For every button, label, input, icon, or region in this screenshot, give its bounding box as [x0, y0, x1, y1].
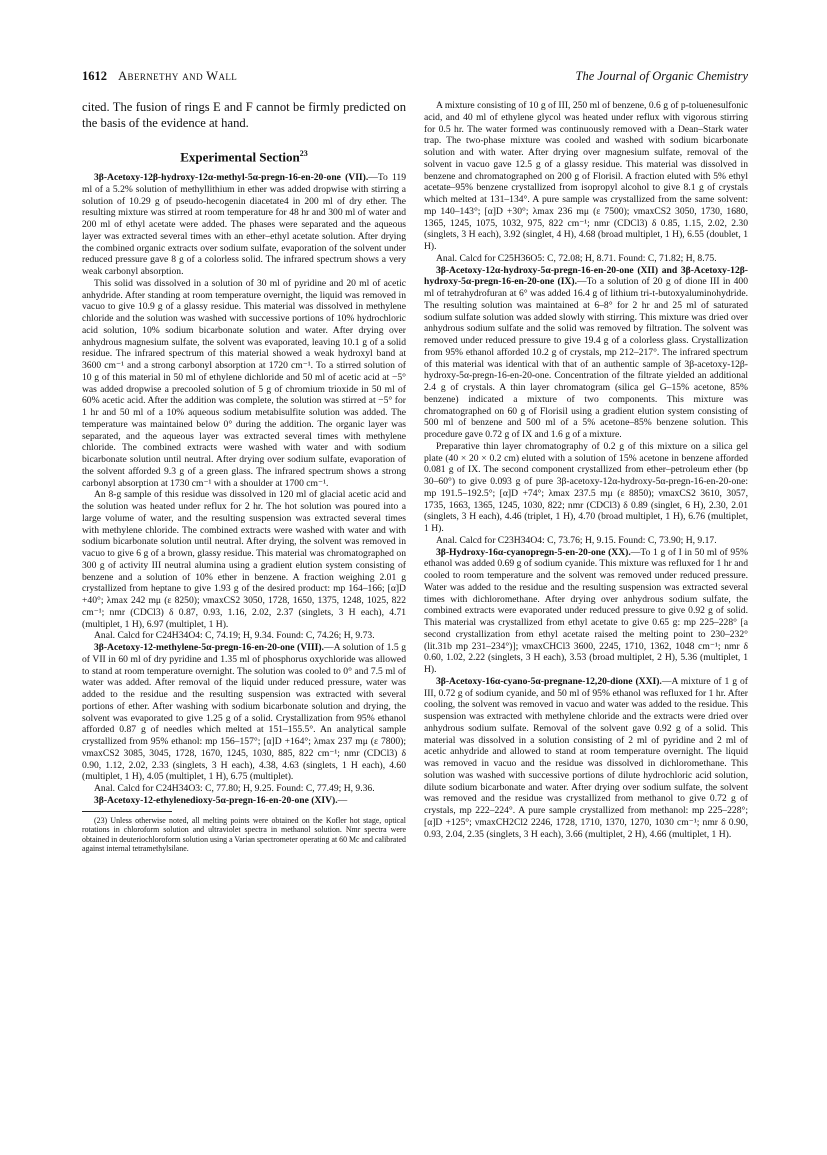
paragraph-body: —To 119 ml of a 5.2% solution of methyllithium in ether was added dropwise with stirring a solution of 10.29 g of pseudo-hecogenin diacetate4 in 200 ml of dry ether. The resulting mixture was stirred at room temperature for 48 hr and 300 ml of water and 200 ml of ethyl acetate were added. The phases were separated and the aqueous layer was extracted several times with an ether–ethyl acetate solution. After drying the combined organic extracts over sodium sulfate, evaporation of the solvent under reduced pressure gave 8 g of a colorless solid. The infrared spectrum shows a very weak carbonyl absorption.: [82, 172, 406, 278]
compound-heading: 3β-Acetoxy-12β-hydroxy-12α-methyl-5α-pregn-16-en-20-one (VII).: [94, 172, 369, 184]
paragraph-body: —To 1 g of I in 50 ml of 95% ethanol was added 0.69 g of sodium cyanide. This mixture was refluxed for 1 hr and cooled to room temperature and the solvent was removed under reduced pressure. Water was added to the residue and the resulting suspension was extracted several times with dichloromethane. After drying over anhydrous sodium sulfate, the combined extracts were evaporated under reduced pressure to give 0.92 g of solid. This material was crystallized from ethyl acetate to give 0.65 g: mp 225–228° [a second crystallization from ethyl acetate raised the melting point to 230–232° (lit.31b mp 231–234°)]; νmaxCHCl3 3600, 2245, 1710, 1362, 1048 cm⁻¹; nmr δ 0.60, 1.02, 2.22 (singlets, 3 H each), 3.53 (broad multiplet, 2 H), 5.36 (multiplet, 1 H).: [424, 546, 749, 675]
analysis-line: Anal. Calcd for C25H36O5: C, 72.08; H, 8.71. Found: C, 71.82; H, 8.75.: [436, 252, 717, 264]
analysis-line: Anal. Calcd for C24H34O3: C, 77.80; H, 9.25. Found: C, 77.49; H, 9.36.: [94, 783, 375, 795]
right-column: [424, 100, 748, 840]
running-header: [82, 69, 748, 85]
compound-heading: 3β-Hydroxy-16α-cyanopregn-5-en-20-one (XX).: [436, 546, 631, 558]
left-column: [82, 100, 406, 854]
paragraph: [424, 676, 748, 841]
section-title: Experimental Section: [180, 149, 300, 165]
paragraph: A mixture consisting of 10 g of III, 250 ml of benzene, 0.6 g of p-toluenesulfonic acid, and 40 ml of ethylene glycol was heated under reflux with vigorous stirring for 0.5 hr. The water formed was continuously removed with a Dean–Stark water trap. The two-phase mixture was cooled and washed with sodium bicarbonate solution and with water. After drying over magnesium sulfate, removal of the solvent in vacuo gave 12.5 g of a glassy residue. This material was dissolved in benzene and chromatographed on 200 g of Florisil. A fraction eluted with 5% ethyl acetate–95% benzene crystallized from isopropyl alcohol to give 8.1 g of crystals which melted at 131–134°. A pure sample was crystallized from the same solvent: mp 140–143°; [α]D +30°; λmax 236 mμ (ε 7500); νmaxCS2 3050, 1730, 1680, 1365, 1245, 1075, 1032, 975, 822 cm⁻¹; nmr (CDCl3) δ 0.85, 1.15, 2.02, 2.30 (singlets, 3 H each), 3.92 (singlet, 4 H), 4.68 (broad multiplet, 1 H), 6.55 (doublet, 1 H).: [424, 100, 748, 252]
continued-text: cited. The fusion of rings E and F cannot be firmly predicted on the basis of the evidence at hand.: [82, 100, 406, 130]
paragraph-body: —To a solution of 20 g of dione III in 400 ml of tetrahydrofuran at 6° was added 16.4 g of lithium tri-t-butoxyaluminohydride. The resulting solution was maintained at 6–8° for 2 hr and 25 ml of saturated sodium sulfate solution was added slowly with stirring. This mixture was dried over anhydrous sodium sulfate and the solid was removed by filtration. The solvent was removed under reduced pressure to give 19.4 g of a colorless glass. Crystallization from 95% ethanol afforded 10.2 g of crystals, mp 212–217°. The infrared spectrum of this material was identical with that of an authentic sample of 3β-acetoxy-12β-hydroxy-5α-pregn-16-en-20-one. Concentration of the filtrate yielded an additional 2.4 g of crystals. A thin layer chromatogram (silica gel G–15% acetone, 85% benzene) indicated a mixture of two components. This mixture was chromatographed on 60 g of Florisil using a gradient elution system consisting of 500 ml of benzene and 500 ml of a 5% acetone–85% benzene solution. This procedure gave 0.72 g of IX and 1.6 g of a mixture.: [424, 276, 748, 440]
paragraph: [82, 172, 406, 278]
journal-name: The Journal of Organic Chemistry: [575, 69, 748, 83]
paragraph: [424, 265, 748, 441]
paragraph: Preparative thin layer chromatography of 0.2 g of this mixture on a silica gel plate (40 × 20 × 0.2 cm) eluted with a solution of 15% acetone in benzene afforded 0.081 g of IX. The second component crystallized from ether–petroleum ether (bp 30–60°) to give 0.093 g of pure 3β-acetoxy-12α-hydroxy-5α-pregn-16-en-20-one: mp 191.5–192.5°; [α]D +74°; λmax 237.5 mμ (ε 8850); νmaxCS2 3610, 3057, 1735, 1663, 1365, 1245, 1030, 822; nmr (CDCl3) δ 0.89 (singlet, 6 H), 2.30, 2.01 (singlets, 3 H each), 4.46 (triplet, 1 H), 4.70 (broad multiplet, 1 H), 6.76 (multiplet, 1 H).: [424, 440, 748, 534]
compound-heading: 3β-Acetoxy-12-ethylenedioxy-5α-pregn-16-en-20-one (XIV).: [94, 794, 338, 806]
analysis-line: Anal. Calcd for C23H34O4: C, 73.76; H, 9.15. Found: C, 73.90; H, 9.17.: [436, 534, 717, 546]
paragraph-body: —A solution of 1.5 g of VII in 60 ml of dry pyridine and 1.35 ml of phosphorus oxychloride was allowed to stand at room temperature overnight. The solution was cooled to 0° and 7.5 ml of water was added. After removal of the liquid under reduced pressure, water was added to the residue and the resulting suspension was extracted with several portions of ether. After washing with sodium bicarbonate solution and drying, the solvent was evaporated to give 1.25 g of a solid. Crystallization from 95% ethanol afforded 0.87 g of needles which melted at 151–155.5°. An analytical sample crystallized from 95% ethanol: mp 156–157°; [α]D +164°; λmax 237 mμ (ε 7800); νmaxCS2 3085, 3045, 1728, 1670, 1245, 1030, 885, 822 cm⁻¹; nmr (CDCl3) δ 0.90, 1.12, 2.02, 2.33 (singlets, 3 H each), 4.38, 4.63 (singlets, 1 H each), 4.60 (multiplet, 1 H), 4.05 (multiplet, 1 H), 6.75 (multiplet).: [82, 642, 406, 783]
page-number: 1612: [82, 69, 107, 83]
paragraph: This solid was dissolved in a solution of 30 ml of pyridine and 20 ml of acetic anhydride. After standing at room temperature overnight, the liquid was removed in vacuo to give 10.9 g of a glassy residue. This material was dissolved in methylene chloride and the solution was washed with successive portions of 10% hydrochloric acid solution, 10% sodium bicarbonate solution and water. After drying over anhydrous magnesium sulfate, the solvent was evaporated, leaving 10.1 g of a solid residue. The infrared spectrum of this material showed a weak hydroxyl band at 3600 cm⁻¹ and a strong carbonyl absorption at 1720 cm⁻¹. To a stirred solution of 10 g of this material in 50 ml of ethylene dichloride and 50 ml of acetic acid at −5° was added dropwise a precooled solution of 5 g of chromium trioxide in 50 ml of 60% acetic acid. After the addition was complete, the solution was stirred at −5° for 1 hr and 50 ml of a 10% aqueous sodium metabisulfite solution was added. The temperature was maintained below 0° during the addition. The organic layer was separated, and the aqueous layer was extracted several times with methylene chloride. The combined extracts were washed with water and with sodium bicarbonate solution until neutral. After drying over sodium sulfate, evaporation of the solvent afforded 9.3 g of a green glass. The infrared spectrum shows a strong carbonyl absorption at 1730 cm⁻¹ with a shoulder at 1700 cm⁻¹.: [82, 277, 406, 489]
paragraph: [424, 547, 748, 676]
footnote-divider: [82, 811, 172, 812]
section-footnote-ref: 23: [299, 149, 308, 158]
running-authors: Abernethy and Wall: [118, 69, 238, 83]
analysis-line: Anal. Calcd for C24H34O4: C, 74.19; H, 9.34. Found: C, 74.26; H, 9.73.: [94, 630, 375, 642]
header-left: [82, 69, 237, 84]
paragraph: [82, 795, 406, 807]
compound-heading: 3β-Acetoxy-12α-hydroxy-5α-pregn-16-en-20-one (XII) and 3β-Acetoxy-12β-hydroxy-5α-pregn-16-en-20-one (IX).: [424, 264, 748, 288]
paragraph-body: —: [337, 794, 348, 806]
section-heading: [82, 148, 406, 163]
compound-heading: 3β-Acetoxy-16α-cyano-5α-pregnane-12,20-dione (XXI).: [436, 675, 662, 687]
compound-heading: 3β-Acetoxy-12-methylene-5α-pregn-16-en-20-one (VIII).: [94, 642, 324, 654]
paragraph: An 8-g sample of this residue was dissolved in 120 ml of glacial acetic acid and the solution was heated under reflux for 2 hr. The hot solution was poured into a large volume of water, and the resulting suspension was extracted several times with methylene chloride. The combined extracts were washed with water and with sodium bicarbonate solution until neutral. After drying, the solvent was removed in vacuo to give 6 g of a brown, glassy residue. This material was chromatographed on 300 g of activity III neutral alumina using a gradient elution system consisting of benzene and a solution of 10% ether in benzene. A fraction weighing 2.01 g crystallized from heptane to give 1.93 g of the desired product: mp 164–166; [α]D +40°; λmax 242 mμ (ε 8250); νmaxCS2 3050, 1728, 1650, 1375, 1248, 1025, 822 cm⁻¹; nmr (CDCl3) δ 0.87, 0.93, 1.16, 2.02, 2.37 (singlets, 3 H each), 4.71 (multiplet, 1 H), 6.97 (multiplet, 1 H).: [82, 489, 406, 630]
footnote: (23) Unless otherwise noted, all melting points were obtained on the Kofler hot stage, optical rotations in chloroform solution and ultraviolet spectra in methanol solution. Nmr spectra were obtained in deuteriochloroform solution using a Varian spectrometer operating at 60 Mc and calibrated against internal tetramethylsilane.: [82, 815, 406, 854]
paragraph: [82, 642, 406, 783]
paragraph-body: —A mixture of 1 g of III, 0.72 g of sodium cyanide, and 50 ml of 95% ethanol was refluxed for 1 hr. After cooling, the solvent was removed in vacuo and water was added to the residue. This suspension was extracted with methylene chloride and the extracts were dried over anhydrous sodium sulfate. Removal of the solvent gave 0.92 g of a solid. This material was dissolved in a solution consisting of 2 ml of pyridine and 2 ml of acetic anhydride and allowed to stand at room temperature overnight. The liquid was removed in vacuo and the residue was dissolved in dichloromethane. This solution was washed with successive portions of dilute hydrochloric acid solution, dilute sodium bicarbonate and water. After drying over sodium sulfate, the solvent was removed and the residue was crystallized from methanol to give 0.72 g of crystals, mp 222–224°. A pure sample crystallized from methanol: mp 225–228°; [α]D +125°; νmaxCH2Cl2 2246, 1728, 1710, 1370, 1270, 1030 cm⁻¹; nmr δ 0.90, 0.93, 2.04, 2.35 (singlets, 3 H each), 3.66 (multiplet, 2 H), 4.66 (multiplet, 1 H).: [424, 675, 748, 840]
